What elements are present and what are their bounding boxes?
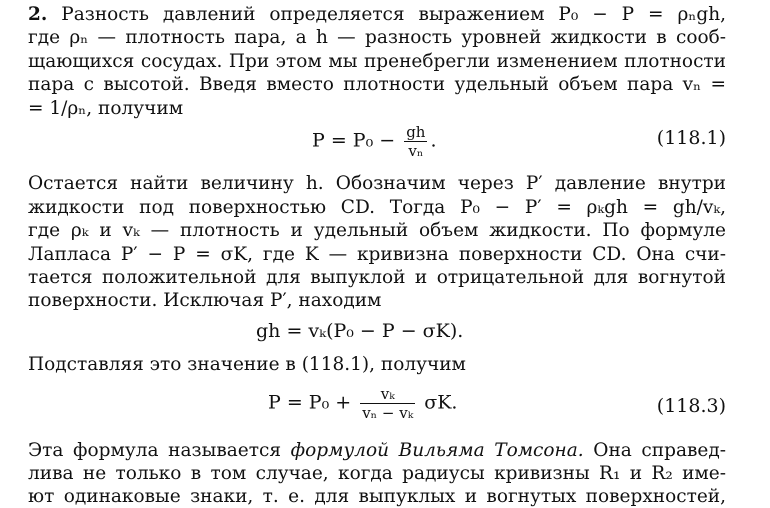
paragraph-2-line-5: тается положительной для выпуклой и отрицательной для вогнутой bbox=[28, 267, 726, 288]
fraction: $\frac{gh}{\text{vₙ}}$ bbox=[406, 123, 426, 160]
equation-number: (118.1) bbox=[656, 127, 726, 149]
paragraph-2-line-2: жидкости под поверхностью CD. Тогда P₀ − P′ = ρₖgh = gh/vₖ, bbox=[28, 197, 726, 218]
paragraph-1-line-4: пара с высотой. Введя вместо плотности удельный объем пара vₙ = bbox=[28, 74, 726, 95]
section-number: 2. bbox=[28, 4, 48, 25]
paragraph-2-line-1: Остается найти величину h. Обозначим через P′ давление внутри bbox=[28, 173, 726, 194]
document-page: 2. Разность давлений определяется выражением P₀ − P = ρₙgh, где ρₙ — плотность пара, а h — разность уровней жидкости в сооб- щающихся сосудах. При этом мы пренебрегли изменением плотности пара с высотой. Введя вместо плотности удельный объем пара vₙ = = 1/ρₙ, получим P = P₀ − $\frac{gh}{\text{vₙ}}$ . (118.1) Остается найти величину h. Обозначим через P′ давление внутри жидкости под поверхностью CD. Тогда P₀ − P′ = ρₖgh = gh/vₖ, где ρₖ и vₖ — плотность и удельный объем жидкости. По формуле Лапласа P′ − P = σK, где K — кривизна поверхности CD. Она счи- тается положительной для выпуклой и отрицательной для вогнутой поверхности. Исключая P′, находим gh = vₖ(P₀ − P − σK). Подставляя это значение в (118.1), получим P = P₀ + $\frac{\text{vₖ}}{\text{vₙ − vₖ}}$ σK. (118.3) Эта формула называется формулой Вильяма Томсона. Она справед- лива не только в том случае, когда радиусы кривизны R₁ и R₂ име- ют одинаковые знаки, т. е. для выпуклых и вогнутых поверхностей, bbox=[0, 0, 770, 502]
equation-118-3 bbox=[0, 385, 770, 429]
paragraph-2-line-4: Лапласа P′ − P = σK, где K — кривизна поверхности CD. Она счи- bbox=[28, 244, 726, 265]
paragraph-4-line-1: Эта формула называется формулой Вильяма Томсона. Она справед- bbox=[28, 440, 726, 461]
fraction: $\frac{\text{vₖ}}{\text{vₙ − vₖ}}$ bbox=[362, 385, 414, 422]
paragraph-1-line-2: где ρₙ — плотность пара, а h — разность уровней жидкости в сооб- bbox=[28, 27, 726, 48]
emphasized-term: формулой Вильяма Томсона. bbox=[290, 440, 584, 461]
equation-118-3-body: P = P₀ + $\frac{\text{vₖ}}{\text{vₙ − vₖ}}$ σK. bbox=[268, 385, 458, 422]
paragraph-4-line-2: лива не только в том случае, когда радиусы кривизны R₁ и R₂ име- bbox=[28, 463, 726, 484]
paragraph-1-line-5: = 1/ρₙ, получим bbox=[28, 98, 184, 119]
equation-number: (118.3) bbox=[656, 395, 726, 417]
paragraph-3-line-1: Подставляя это значение в (118.1), получим bbox=[28, 354, 466, 375]
paragraph-1-line-3: щающихся сосудах. При этом мы пренебрегли изменением плотности bbox=[28, 51, 726, 72]
equation-118-1-body: P = P₀ − $\frac{gh}{\text{vₙ}}$ . bbox=[312, 123, 437, 160]
paragraph-1-line-1: 2. Разность давлений определяется выражением P₀ − P = ρₙgh, bbox=[28, 4, 726, 25]
paragraph-4-line-3: ют одинаковые знаки, т. е. для выпуклых и вогнутых поверхностей, bbox=[28, 486, 726, 507]
paragraph-2-line-6: поверхности. Исключая P′, находим bbox=[28, 290, 382, 311]
equation-118-1 bbox=[0, 123, 770, 163]
paragraph-2-line-3: где ρₖ и vₖ — плотность и удельный объем жидкости. По формуле bbox=[28, 220, 726, 241]
